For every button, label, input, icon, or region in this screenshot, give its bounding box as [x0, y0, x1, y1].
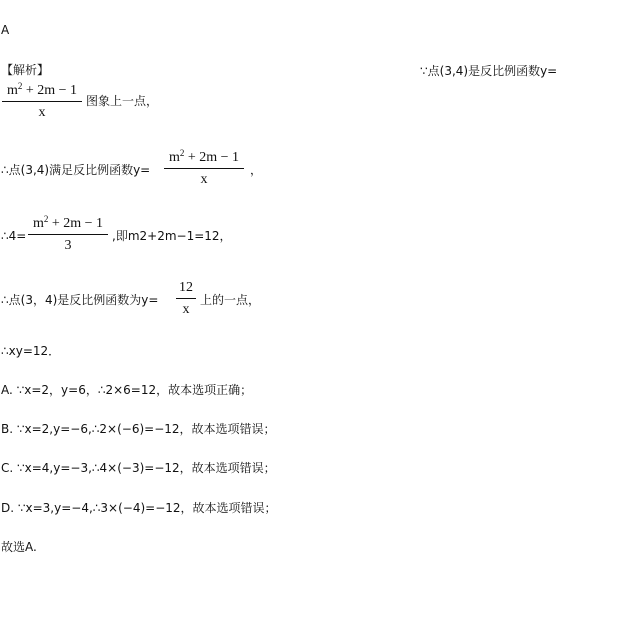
- step-3-prefix: ∴4=: [1, 229, 27, 243]
- answer-label: A: [1, 23, 10, 37]
- fraction-2-numerator: $m^2 + 2m - 1$: [168, 148, 240, 165]
- option-c: C. ∵x=4,y=−3,∴4×(−3)=−12，故本选项错误；: [1, 461, 276, 475]
- option-d: D. ∵x=3,y=−4,∴3×(−4)=−12，故本选项错误；: [1, 501, 277, 515]
- intro-statement: ∵点(3,4)是反比例函数y=: [420, 64, 558, 78]
- fraction-3-bar: [28, 234, 108, 235]
- fraction-1-bar: [2, 101, 82, 102]
- conclusion: 故选A.: [1, 540, 37, 554]
- fraction-1-denominator: x: [38, 105, 46, 120]
- analysis-header: 【解析】: [1, 63, 50, 77]
- option-b: B. ∵x=2,y=−6,∴2×(−6)=−12，故本选项错误；: [1, 422, 276, 436]
- fraction-4-bar: [176, 298, 196, 299]
- step-5: ∴xy=12．: [1, 344, 61, 358]
- fraction-1-numerator: $m^2 + 2m - 1$: [6, 81, 78, 98]
- fraction-3-numerator: $m^2 + 2m - 1$: [32, 214, 104, 231]
- fraction-4: [176, 280, 196, 318]
- fraction-3-denominator: 3: [64, 238, 72, 253]
- step-2-prefix: ∴点(3,4)满足反比例函数y=: [1, 163, 151, 177]
- step-4-suffix: 上的一点，: [200, 293, 261, 307]
- fraction-2-denominator: x: [200, 172, 208, 187]
- fraction-1: [2, 83, 82, 121]
- fraction-2: [164, 150, 244, 188]
- step-4-prefix: ∴点(3，4)是反比例函数为y=: [1, 293, 159, 307]
- fraction-4-numerator: 12: [179, 280, 193, 295]
- option-a: A. ∵x=2，y=6，∴2×6=12，故本选项正确；: [1, 383, 253, 397]
- fraction-4-denominator: x: [182, 302, 190, 317]
- step-3-suffix: ,即m2+2m−1=12，: [112, 229, 232, 243]
- fraction-2-bar: [164, 168, 244, 169]
- fraction-3: [28, 216, 108, 254]
- point-on-graph-text: 图象上一点，: [86, 94, 159, 108]
- step-2-suffix: ，: [250, 163, 263, 177]
